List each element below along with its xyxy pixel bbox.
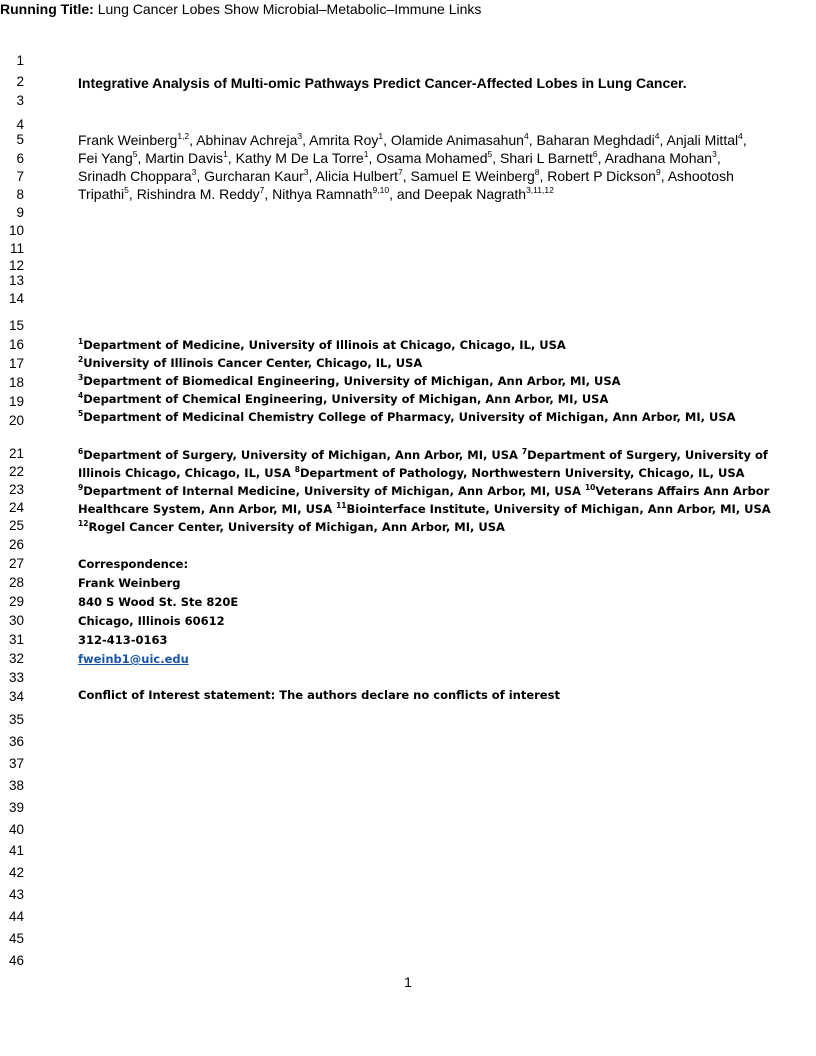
correspondence-phone: 312-413-0163 xyxy=(78,633,168,647)
author-separator: , xyxy=(659,132,667,148)
line-number: 35 xyxy=(8,712,24,727)
line-number: 6 xyxy=(16,151,24,166)
running-title-label: Running Title: xyxy=(0,1,94,17)
affiliation-text: Veterans Affairs Ann Arbor Healthcare System, Ann Arbor, MI, USA xyxy=(78,484,770,516)
running-title-text: Lung Cancer Lobes Show Microbial–Metabolic–Immune Links xyxy=(93,1,482,17)
author-separator: , xyxy=(528,132,537,148)
author-name: Samuel E Weinberg xyxy=(410,168,535,184)
author-name: Gurcharan Kaur xyxy=(204,168,304,184)
line-number: 38 xyxy=(8,778,24,793)
author-separator: , xyxy=(308,168,316,184)
affiliation-number: 12 xyxy=(78,519,89,528)
line-number: 33 xyxy=(8,670,24,685)
line-number: 29 xyxy=(8,594,24,609)
affiliation-number: 3 xyxy=(78,373,84,382)
line-number: 22 xyxy=(8,464,24,479)
line-number: 28 xyxy=(8,575,24,590)
affiliation-number: 10 xyxy=(584,483,596,492)
affiliation-text: Department of Medicine, University of Illinois at Chicago, Chicago, IL, USA xyxy=(83,338,566,352)
author-affiliation-number: 5 xyxy=(487,149,493,159)
line-number: 37 xyxy=(8,756,24,771)
line-number: 27 xyxy=(8,556,24,571)
affiliation-text: University of Illinois Cancer Center, Chicago, IL, USA xyxy=(83,356,423,370)
author-name: Baharan Meghdadi xyxy=(536,132,655,148)
author-affiliation-number: 1 xyxy=(378,131,384,141)
line-number: 39 xyxy=(8,800,24,815)
correspondence-block xyxy=(78,555,238,669)
affiliation-text: Department of Pathology, Northwestern University, Chicago, IL, USA xyxy=(300,466,745,480)
page-number: 1 xyxy=(404,974,412,990)
author-separator: , xyxy=(196,168,205,184)
author-separator: , xyxy=(368,150,377,166)
correspondence-city: Chicago, Illinois 60612 xyxy=(78,614,225,628)
author-name: Olamide Animasahun xyxy=(390,132,524,148)
line-number: 31 xyxy=(8,632,24,647)
author-separator: , xyxy=(492,150,501,166)
affiliation-number: 8 xyxy=(294,465,301,474)
conflict-of-interest-statement: Conflict of Interest statement: The authors declare no conflicts of interest xyxy=(78,688,560,702)
author-name: Shari L Barnett xyxy=(500,150,593,166)
running-title xyxy=(0,0,816,18)
author-separator: , xyxy=(660,168,668,184)
author-name: Robert P Dickson xyxy=(547,168,656,184)
author-name: Amrita Roy xyxy=(309,132,379,148)
affiliation-text: Department of Surgery, University of Michigan, Ann Arbor, MI, USA xyxy=(83,448,522,462)
affiliation-number: 2 xyxy=(78,355,84,364)
author-affiliation-number: 5 xyxy=(132,149,138,159)
affiliation-number: 4 xyxy=(78,391,84,400)
affiliation-text: Department of Biomedical Engineering, University of Michigan, Ann Arbor, MI, USA xyxy=(83,374,621,388)
line-number: 43 xyxy=(8,887,24,902)
author-affiliation-number: 1 xyxy=(363,149,369,159)
line-number: 7 xyxy=(16,169,24,184)
line-number: 24 xyxy=(8,500,24,515)
affiliation-item xyxy=(78,408,778,426)
author-affiliation-number: 4 xyxy=(654,131,660,141)
line-number: 19 xyxy=(8,394,24,409)
line-number: 40 xyxy=(8,822,24,837)
author-list xyxy=(78,131,758,203)
line-number: 45 xyxy=(8,931,24,946)
affiliation-number: 11 xyxy=(336,501,347,510)
line-number: 14 xyxy=(8,291,24,306)
author-affiliation-number: 3 xyxy=(712,149,717,159)
line-number: 20 xyxy=(8,413,24,428)
author-affiliation-number: 7 xyxy=(259,185,265,195)
author-affiliation-number: 9 xyxy=(655,167,661,177)
author-name: Alicia Hulbert xyxy=(315,168,398,184)
author-affiliation-number: 9,10 xyxy=(372,185,390,195)
author-name: Anjali Mittal xyxy=(666,132,739,148)
line-number: 21 xyxy=(8,446,24,461)
correspondence-name: Frank Weinberg xyxy=(78,576,181,590)
line-number: 18 xyxy=(8,375,24,390)
author-separator: , xyxy=(742,132,747,148)
author-name: Martin Davis xyxy=(145,150,224,166)
line-number: 9 xyxy=(16,205,24,220)
author-name: Srinadh Choppara xyxy=(78,168,192,184)
author-separator: , xyxy=(383,132,391,148)
author-affiliation-number: 5 xyxy=(124,185,129,195)
affiliation-number: 5 xyxy=(78,409,84,418)
line-number: 16 xyxy=(8,337,24,352)
line-number: 4 xyxy=(16,117,24,132)
affiliation-item xyxy=(78,354,778,372)
author-affiliation-number: 1 xyxy=(223,149,228,159)
affiliation-number: 7 xyxy=(521,447,528,456)
affiliation-text: Rogel Cancer Center, University of Michigan, Ann Arbor, MI, USA xyxy=(88,520,505,534)
author-separator: , xyxy=(539,168,548,184)
author-name: Fei Yang xyxy=(78,150,133,166)
affiliation-text: Department of Medicinal Chemistry College of Pharmacy, University of Michigan, Ann Arbor, MI, USA xyxy=(83,410,736,424)
correspondence-street: 840 S Wood St. Ste 820E xyxy=(78,595,239,609)
author-name: Frank Weinberg xyxy=(78,132,178,148)
author-name: Kathy M De La Torre xyxy=(235,150,364,166)
affiliation-text: Biointerface Institute, University of Michigan, Ann Arbor, MI, USA xyxy=(346,502,771,516)
author-name: Aradhana Mohan xyxy=(604,150,713,166)
author-separator: , xyxy=(128,186,137,202)
affiliation-text: Department of Internal Medicine, University of Michigan, Ann Arbor, MI, USA xyxy=(83,484,585,498)
author-name: Nithya Ramnath xyxy=(272,186,373,202)
line-number: 12 xyxy=(8,258,24,273)
author-affiliation-number: 4 xyxy=(738,131,743,141)
author-affiliation-number: 8 xyxy=(534,167,540,177)
author-separator: , xyxy=(189,132,197,148)
affiliation-item xyxy=(78,390,778,408)
line-number: 11 xyxy=(9,241,24,256)
line-number: 17 xyxy=(8,356,24,371)
affiliation-text: Department of Chemical Engineering, University of Michigan, Ann Arbor, MI, USA xyxy=(83,392,609,406)
line-number: 30 xyxy=(8,613,24,628)
paper-title: Integrative Analysis of Multi-omic Pathways Predict Cancer-Affected Lobes in Lung Cancer. xyxy=(78,75,687,91)
correspondence-label: Correspondence: xyxy=(78,557,189,571)
line-number: 46 xyxy=(8,953,24,968)
line-number: 42 xyxy=(8,865,24,880)
line-number: 41 xyxy=(8,843,24,858)
author-name: Abhinav Achreja xyxy=(196,132,298,148)
author-separator: , xyxy=(716,150,721,166)
affiliation-item xyxy=(78,336,778,354)
line-number: 5 xyxy=(16,132,24,147)
line-number: 44 xyxy=(8,909,24,924)
author-separator: , xyxy=(597,150,605,166)
affiliation-number: 1 xyxy=(78,337,84,346)
author-affiliation-number: 7 xyxy=(398,167,403,177)
line-number: 26 xyxy=(8,537,24,552)
line-number: 36 xyxy=(8,734,24,749)
author-affiliation-number: 3,11,12 xyxy=(526,185,554,195)
line-number: 32 xyxy=(8,651,24,666)
author-name: Rishindra M. Reddy xyxy=(136,186,260,202)
line-number: 34 xyxy=(8,689,24,704)
author-affiliation-number: 6 xyxy=(592,149,598,159)
author-separator: , and xyxy=(389,186,425,202)
author-separator: , xyxy=(137,150,146,166)
line-number: 8 xyxy=(16,187,24,202)
correspondence-email-link[interactable]: fweinb1@uic.edu xyxy=(78,652,189,666)
line-number: 2 xyxy=(16,74,24,89)
author-name: Deepak Nagrath xyxy=(424,186,527,202)
author-affiliation-number: 3 xyxy=(303,167,309,177)
line-number: 1 xyxy=(16,53,24,68)
affiliation-number: 6 xyxy=(78,447,84,456)
affiliations-list-1 xyxy=(78,336,778,426)
author-affiliation-number: 3 xyxy=(297,131,303,141)
affiliations-list-2 xyxy=(78,446,778,536)
author-name: Ashootosh Tripathi xyxy=(78,168,734,202)
author-affiliation-number: 1,2 xyxy=(177,131,190,141)
author-separator: , xyxy=(302,132,310,148)
affiliation-text: Department of Surgery, University of Illinois Chicago, Chicago, IL, USA xyxy=(78,448,768,480)
line-number: 25 xyxy=(8,518,24,533)
line-number: 10 xyxy=(8,223,24,238)
line-number: 23 xyxy=(8,482,24,497)
author-separator: , xyxy=(264,186,273,202)
line-number: 15 xyxy=(8,318,24,333)
author-affiliation-number: 4 xyxy=(523,131,529,141)
author-separator: , xyxy=(227,150,236,166)
author-separator: , xyxy=(402,168,411,184)
affiliation-number: 9 xyxy=(78,483,84,492)
author-affiliation-number: 3 xyxy=(191,167,197,177)
line-number: 13 xyxy=(8,273,24,288)
affiliation-item xyxy=(78,372,778,390)
line-number: 3 xyxy=(16,93,24,108)
author-name: Osama Mohamed xyxy=(376,150,488,166)
